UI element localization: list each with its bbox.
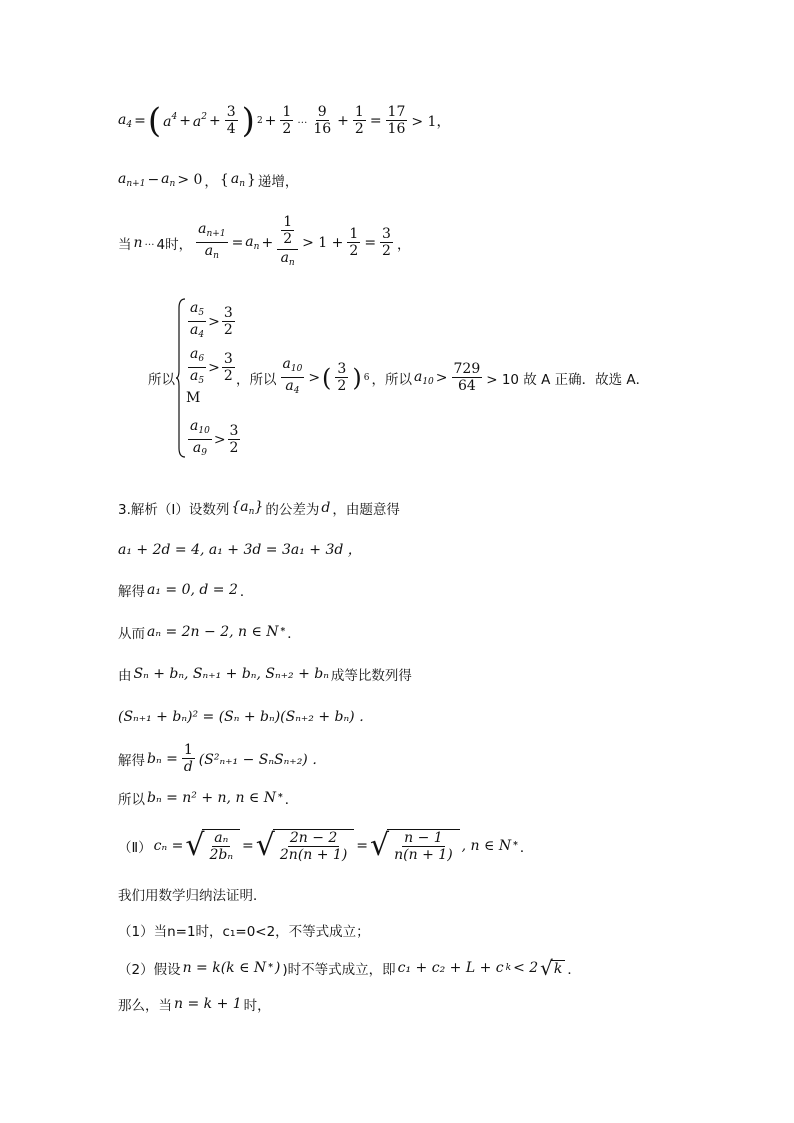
comma: ， xyxy=(204,174,218,190)
a-pow2: $a^2$ xyxy=(192,111,208,130)
induction-case1: （1）当n=1时，c₁=0<2，不等式成立； xyxy=(118,924,370,940)
geq-glyph: … xyxy=(297,115,308,126)
brace-left: { xyxy=(219,172,229,188)
geq-glyph: … xyxy=(144,237,155,248)
part2-cn: （Ⅱ） cₙ = √ $\frac{\text{aₙ}}{\text{2bₙ}}$ = √ $\frac{2n - 2}{2n(n + 1)}$ = √ $\frac{n - 1}{n(n + 1)}$ , n ∈ N * ． xyxy=(118,828,534,863)
induction-then: 那么，当 n = k + 1 时， xyxy=(118,996,271,1014)
plus: + xyxy=(337,112,349,129)
equals: = xyxy=(369,112,382,129)
fraction-3-2: $\frac{3}{2}$ xyxy=(382,226,391,259)
a-symbol: a xyxy=(230,171,240,187)
system-row: $\frac{a_5}{a_4}$ > $\frac{3}{2}$ xyxy=(190,300,233,340)
brace-left-icon xyxy=(176,298,186,458)
fraction-9-16: $\frac{9}{16}$ xyxy=(313,104,332,137)
n-symbol: n xyxy=(133,234,143,251)
a-pow4: $a^4$ xyxy=(163,111,178,130)
fraction-1-2b: $\frac{1}{2}$ xyxy=(354,104,364,137)
part3-solve: 解得 a₁ = 0, d = 2 ． xyxy=(118,582,254,600)
system-ellipsis: M xyxy=(186,390,201,406)
equals: = xyxy=(364,234,377,251)
comma: ， xyxy=(396,236,411,253)
part3-heading: 3.解析（Ⅰ）设数列 $\{a_n\}$ 的公差为 d ，由题意得 xyxy=(118,499,400,518)
subscript: n xyxy=(239,179,245,189)
equation-a4 xyxy=(118,100,451,141)
part3-so: 所以 bₙ = n² + n, n ∈ N * ． xyxy=(118,790,299,808)
fraction-17-16: $\frac{17}{16}$ xyxy=(387,104,406,137)
left-paren: ( xyxy=(147,100,162,141)
part3-geo: 由 Sₙ + bₙ, Sₙ₊₁ + bₙ, Sₙ₊₂ + bₙ 成等比数列得 xyxy=(118,666,412,684)
brace-right: } xyxy=(247,172,256,188)
subscript: n+1 xyxy=(126,179,146,189)
system-row: $\frac{a_{10}}{a_9}$ > $\frac{3}{2}$ xyxy=(190,418,239,458)
part3-from: 从而 aₙ = 2n − 2, n ∈ N * ． xyxy=(118,624,301,642)
a-symbol: a xyxy=(161,171,170,187)
gt-one-plus: > 1 + xyxy=(302,234,344,251)
subscript: n xyxy=(253,241,260,252)
fraction-3-4: $\frac{3}{4}$ xyxy=(226,104,236,137)
part3-eq1: a₁ + 2d = 4, a₁ + 3d = 3a₁ + 3d ， xyxy=(118,542,362,558)
system-row: $\frac{a_6}{a_5}$ > $\frac{3}{2}$ xyxy=(190,346,233,386)
when-label: 当 xyxy=(118,236,132,253)
equals: = xyxy=(134,112,146,129)
a4-symbol: $a_4$ xyxy=(118,111,133,130)
subscript: n xyxy=(169,179,176,189)
four-label: 4时， xyxy=(156,236,193,253)
minus: − xyxy=(147,172,160,188)
right-paren: ) xyxy=(241,100,255,141)
so-label: 所以 xyxy=(148,372,175,388)
plus: + xyxy=(209,112,221,129)
gt-zero: > 0 xyxy=(177,172,203,188)
outer-power: 2 xyxy=(256,115,263,126)
a-symbol: a xyxy=(118,171,127,187)
system-conclusion: ，所以 $\frac{a_{10}}{a_4}$ > ( $\frac{3}{2}$ ) 6 ，所以 $a_{10}$ > $\frac{729}{64}$ > 10 故 A 正确．故选 A． xyxy=(236,356,650,396)
induction-intro: 我们用数学归纳法证明． xyxy=(118,888,267,904)
induction-case2: （2）假设 n = k(k ∈ N * ) )时不等式成立，即 c₁ + c₂ + L + c k < 2 √ k ． xyxy=(118,956,581,980)
a-symbol: a xyxy=(245,233,254,250)
fraction-half: $\frac{1}{2}$ xyxy=(349,226,359,259)
compound-fraction: $\frac{\frac{1}{2}}{a_n}$ xyxy=(277,214,298,271)
ratio-line xyxy=(118,214,410,271)
fraction-an1-an: $\frac{a_{n+1}}{a_n}$ xyxy=(198,221,226,261)
gt-one: > 1， xyxy=(411,113,451,130)
plus: + xyxy=(261,234,274,251)
monotonic-line xyxy=(118,170,298,190)
part3-geo-eq: (Sₙ₊₁ + bₙ)² = (Sₙ + bₙ)(Sₙ₊₂ + bₙ) ． xyxy=(118,709,374,725)
part3-bn: 解得 bₙ = $\frac{1}{d}$ (S²ₙ₊₁ − SₙSₙ₊₂) ． xyxy=(118,742,327,775)
equals: = xyxy=(231,234,244,251)
plus: + xyxy=(179,112,191,129)
fraction-1-2: $\frac{1}{2}$ xyxy=(282,104,292,137)
plus: + xyxy=(264,112,277,129)
increasing-label: 递增， xyxy=(257,174,299,190)
